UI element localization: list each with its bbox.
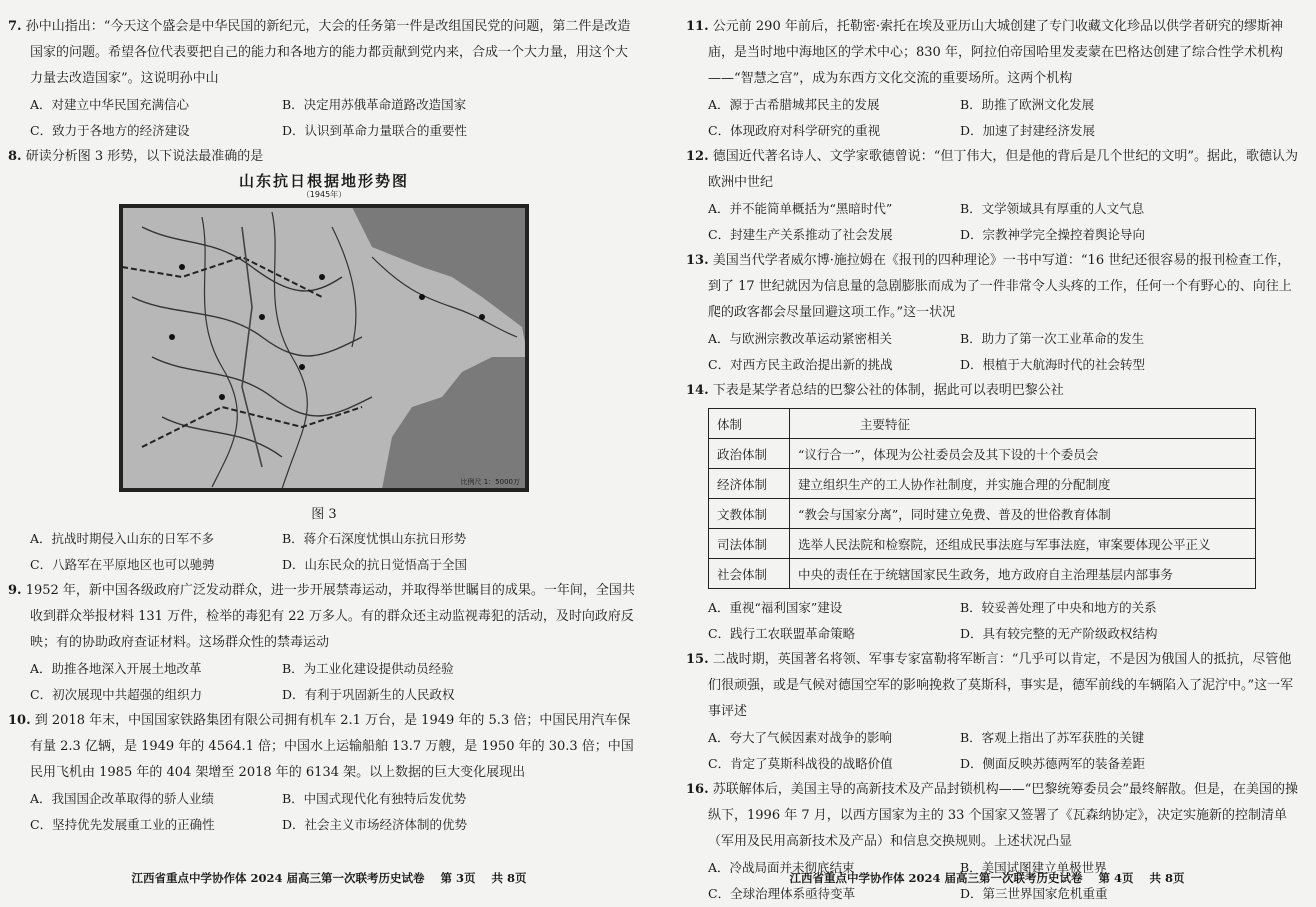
option-c[interactable]: C．践行工农联盟革命策略 [708, 626, 856, 641]
table-cell: 政治体制 [709, 439, 790, 469]
table-row [709, 529, 1256, 559]
figure-caption: 图 3 [311, 507, 337, 522]
map-subtitle: （1945年） [301, 190, 347, 199]
option-b[interactable]: B．中国式现代化有独特后发优势 [282, 791, 467, 806]
question-13 [686, 248, 1302, 326]
question-number: 14. [686, 383, 709, 398]
table-cell: 中央的责任在于统辖国家民生政务，地方政府自主治理基层内部事务 [790, 559, 1256, 589]
table-header: 主要特征 [790, 409, 1256, 439]
question-stem: 1952 年，新中国各级政府广泛发动群众，进一步开展禁毒运动，并取得举世瞩目的成果。一年间，全国共收到群众举报材料 131 万件，检举的毒犯有 22 万多人。有的群众还主动监视毒犯的活动，及时向政府反映；有的协助政府查证材料。这场群众性的禁毒运动 [25, 583, 635, 650]
options-7 [8, 92, 640, 144]
option-d[interactable]: D．认识到革命力量联合的重要性 [282, 123, 468, 138]
question-stem: 公元前 290 年前后，托勒密·索托在埃及亚历山大城创建了专门收藏文化珍品以供学者研究的缪斯神庙，是当时地中海地区的学术中心；830 年，阿拉伯帝国哈里发麦蒙在巴格达创建了综合性学术机构——“智慧之宫”，成为东西方文化交流的重要场所。这两个机构 [708, 19, 1283, 86]
question-number: 10. [8, 713, 31, 728]
option-d[interactable]: D．第三世界国家危机重重 [960, 886, 1108, 901]
option-a[interactable]: A．我国国企改革取得的骄人业绩 [30, 791, 215, 806]
map-graphic [122, 207, 526, 489]
map-title: 山东抗日根据地形势图 [238, 172, 409, 190]
option-d[interactable]: D．具有较完整的无产阶级政权结构 [960, 626, 1158, 641]
table-row [709, 469, 1256, 499]
question-stem: 美国当代学者威尔博·施拉姆在《报刊的四种理论》一书中写道：“16 世纪还很容易的报刊检查工作，到了 17 世纪就因为信息量的急剧膨胀而成为了一件非常令人头疼的工作，任何一个有野心的、向往上爬的政客都会尽量回避这项工作。”这一状况 [708, 253, 1292, 320]
option-d[interactable]: D．宗教神学完全操控着舆论导向 [960, 227, 1146, 242]
question-stem: 德国近代著名诗人、文学家歌德曾说：“但丁伟大，但是他的背后是几个世纪的文明”。据此，歌德认为欧洲中世纪 [708, 149, 1299, 190]
question-number: 15. [686, 652, 709, 667]
options-12 [686, 196, 1302, 248]
option-b[interactable]: B．美国试图建立单极世界 [960, 860, 1107, 875]
table-cell: 建立组织生产的工人协作社制度，并实施合理的分配制度 [790, 469, 1256, 499]
question-15 [686, 647, 1302, 725]
table-cell: 司法体制 [709, 529, 790, 559]
question-number: 9. [8, 583, 22, 598]
option-b[interactable]: B．客观上指出了苏军获胜的关键 [960, 730, 1145, 745]
option-b[interactable]: B．助力了第一次工业革命的发生 [960, 331, 1145, 346]
table-cell: 文教体制 [709, 499, 790, 529]
question-10 [8, 708, 640, 786]
page-footer [658, 870, 1316, 886]
question-16 [686, 777, 1302, 855]
option-b[interactable]: B．文学领域具有厚重的人文气息 [960, 201, 1145, 216]
option-c[interactable]: C．体现政府对科学研究的重视 [708, 123, 881, 138]
option-d[interactable]: D．加速了封建经济发展 [960, 123, 1096, 138]
option-b[interactable]: B．为工业化建设提供动员经验 [282, 661, 454, 676]
table-header: 体制 [709, 409, 790, 439]
option-a[interactable]: A．冷战局面并未彻底结束 [708, 860, 855, 875]
option-c[interactable]: C．肯定了莫斯科战役的战略价值 [708, 756, 893, 771]
table-row [709, 439, 1256, 469]
question-stem: 二战时期，英国著名将领、军事专家富勒将军断言：“几乎可以肯定，不是因为俄国人的抵抗，尽管他们很顽强，或是气候对德国空军的影响挽救了莫斯科，事实是，德军前线的车辆陷入了泥泞中。”这一军事评述 [708, 652, 1294, 719]
option-b[interactable]: B．蒋介石深度忧惧山东抗日形势 [282, 531, 467, 546]
option-b[interactable]: B．较妥善处理了中央和地方的关系 [960, 600, 1157, 615]
table-row [709, 559, 1256, 589]
question-number: 12. [686, 149, 709, 164]
footer-page: 第 3页 [440, 871, 476, 885]
options-15 [686, 725, 1302, 777]
option-b[interactable]: B．决定用苏俄革命道路改造国家 [282, 97, 467, 112]
option-d[interactable]: D．侧面反映苏德两军的装备差距 [960, 756, 1146, 771]
option-d[interactable]: D．根植于大航海时代的社会转型 [960, 357, 1146, 372]
footer-title: 江西省重点中学协作体 2024 届高三第一次联考历史试卷 [131, 871, 425, 885]
options-11 [686, 92, 1302, 144]
table-row [709, 499, 1256, 529]
table-cell: 选举人民法院和检察院，还组成民事法庭与军事法庭，审案要体现公平正义 [790, 529, 1256, 559]
table-cell: 经济体制 [709, 469, 790, 499]
exam-page-4 [658, 0, 1316, 900]
option-c[interactable]: C．坚持优先发展重工业的正确性 [30, 817, 215, 832]
footer-total: 共 8页 [1149, 871, 1185, 885]
exam-page-3 [0, 0, 658, 900]
question-7 [8, 14, 640, 92]
question-14 [686, 378, 1302, 404]
option-a[interactable]: A．与欧洲宗教改革运动紧密相关 [708, 331, 893, 346]
option-a[interactable]: A．抗战时期侵入山东的日军不多 [30, 531, 215, 546]
option-d[interactable]: D．社会主义市场经济体制的优势 [282, 817, 468, 832]
question-number: 16. [686, 782, 709, 797]
option-a[interactable]: A．重视“福利国家”建设 [708, 600, 843, 615]
question-stem: 孙中山指出：“今天这个盛会是中华民国的新纪元，大会的任务第一件是改组国民党的问题，第二件是改造国家的问题。希望各位代表要把自己的能力和各地方的能力都贡献到党内来，合成一个大力量，用这个大力量去改造国家”。这说明孙中山 [25, 19, 631, 86]
option-b[interactable]: B．助推了欧洲文化发展 [960, 97, 1095, 112]
options-8 [8, 526, 640, 578]
table-cell: “教会与国家分离”，同时建立免费、普及的世俗教育体制 [790, 499, 1256, 529]
options-10 [8, 786, 640, 838]
options-13 [686, 326, 1302, 378]
question-number: 8. [8, 149, 22, 164]
figure-3 [8, 172, 640, 526]
question-stem: 到 2018 年末，中国国家铁路集团有限公司拥有机车 2.1 万台，是 1949 年的 5.3 倍；中国民用汽车保有量 2.3 亿辆，是 1949 年的 4564.1 倍；中国水上运输船舶 13.7 万艘，是 1950 年的 30.3 倍；中国民用飞机由 1985 年的 404 架增至 2018 年的 6134 架。以上数据的巨大变化展现出 [30, 713, 634, 780]
option-a[interactable]: A．对建立中华民国充满信心 [30, 97, 190, 112]
question-9 [8, 578, 640, 656]
map-scale: 比例尺 1：5000万 [460, 478, 520, 486]
option-d[interactable]: D．山东民众的抗日觉悟高于全国 [282, 557, 468, 572]
option-a[interactable]: A．源于古希腊城邦民主的发展 [708, 97, 880, 112]
option-a[interactable]: A．夸大了气候因素对战争的影响 [708, 730, 893, 745]
page-footer [0, 870, 658, 886]
question-number: 7. [8, 19, 22, 34]
options-14 [686, 595, 1302, 647]
option-c[interactable]: C．八路军在平原地区也可以驰骋 [30, 557, 215, 572]
option-c[interactable]: C．全球治理体系亟待变革 [708, 886, 856, 901]
question-stem: 苏联解体后，美国主导的高新技术及产品封锁机构——“巴黎统筹委员会”最终解散。但是，在美国的操纵下，1996 年 7 月，以西方国家为主的 33 个国家又签署了《瓦森纳协定》，决定实施新的控制清单（军用及民用高新技术及产品）和信息交换规则。上述状况凸显 [708, 782, 1299, 849]
option-c[interactable]: C．对西方民主政治提出新的挑战 [708, 357, 893, 372]
paris-commune-table [708, 408, 1256, 589]
option-c[interactable]: C．封建生产关系推动了社会发展 [708, 227, 893, 242]
question-11 [686, 14, 1302, 92]
table-header-row [709, 409, 1256, 439]
table-cell: “议行合一”，体现为公社委员会及其下设的十个委员会 [790, 439, 1256, 469]
option-a[interactable]: A．助推各地深入开展土地改革 [30, 661, 202, 676]
footer-total: 共 8页 [491, 871, 527, 885]
option-d[interactable]: D．有利于巩固新生的人民政权 [282, 687, 455, 702]
footer-page: 第 4页 [1098, 871, 1134, 885]
table-cell: 社会体制 [709, 559, 790, 589]
question-number: 13. [686, 253, 709, 268]
question-stem: 研读分析图 3 形势，以下说法最准确的是 [25, 149, 264, 164]
question-stem: 下表是某学者总结的巴黎公社的体制，据此可以表明巴黎公社 [712, 383, 1064, 398]
shandong-map [119, 204, 529, 492]
question-12 [686, 144, 1302, 196]
option-c[interactable]: C．初次展现中共超强的组织力 [30, 687, 203, 702]
footer-title: 江西省重点中学协作体 2024 届高三第一次联考历史试卷 [789, 871, 1083, 885]
options-9 [8, 656, 640, 708]
question-8 [8, 144, 640, 170]
option-c[interactable]: C．致力于各地方的经济建设 [30, 123, 190, 138]
question-number: 11. [686, 19, 709, 34]
option-a[interactable]: A．并不能简单概括为“黑暗时代” [708, 201, 893, 216]
